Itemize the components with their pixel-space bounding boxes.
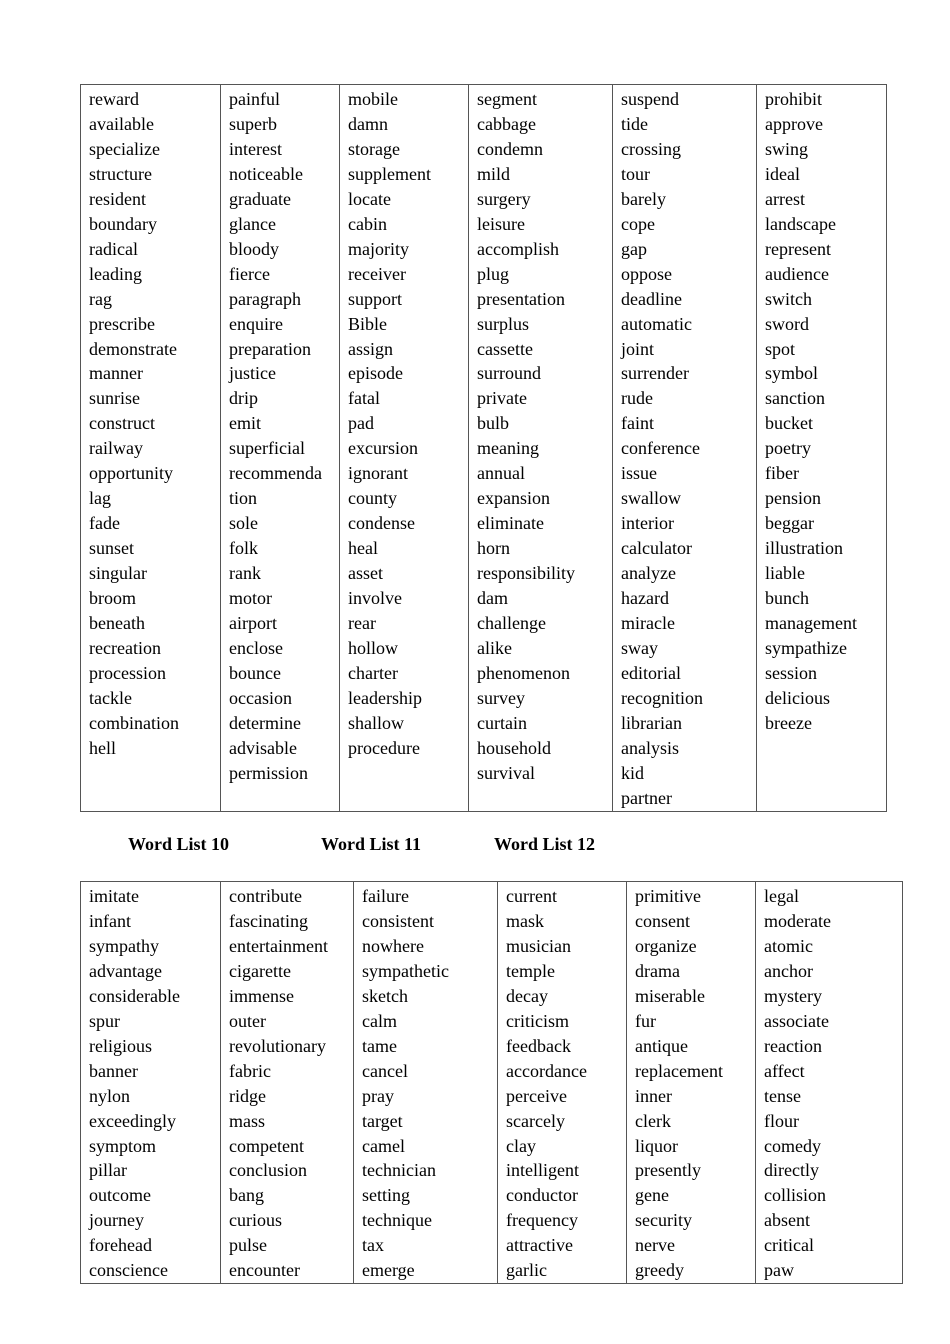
word-item: fade — [89, 513, 120, 534]
word-item: consent — [635, 910, 690, 931]
word-item: accordance — [506, 1060, 587, 1081]
word-item: exceedingly — [89, 1110, 176, 1131]
word-item: sword — [765, 313, 809, 334]
word-item: broom — [89, 588, 136, 609]
word-item: associate — [764, 1010, 829, 1031]
word-item: miracle — [621, 613, 675, 634]
word-item: conscience — [89, 1260, 168, 1281]
word-item: outer — [229, 1010, 266, 1031]
word-item: management — [765, 613, 857, 634]
word-item: forehead — [89, 1235, 152, 1256]
word-item: cabbage — [477, 113, 536, 134]
word-item: immense — [229, 985, 294, 1006]
word-item: hollow — [348, 637, 399, 658]
word-item: journey — [89, 1210, 144, 1231]
word-item: leading — [89, 263, 142, 284]
word-item: intelligent — [506, 1160, 579, 1181]
word-item: charter — [348, 662, 398, 683]
word-item: sympathy — [89, 935, 159, 956]
word-column — [757, 85, 887, 812]
word-item: fiber — [765, 463, 799, 484]
word-item: meaning — [477, 438, 539, 459]
word-item: editorial — [621, 662, 681, 683]
word-item: reward — [89, 89, 139, 109]
word-item: symbol — [765, 363, 819, 384]
word-item: swing — [765, 138, 809, 159]
word-item: beggar — [765, 513, 814, 534]
word-item: paragraph — [229, 288, 301, 309]
word-item: analyze — [621, 563, 676, 584]
word-item: pad — [348, 413, 374, 434]
word-item: rude — [621, 388, 653, 409]
word-item: storage — [348, 138, 400, 159]
heading-word-list-11: Word List 11 — [321, 834, 422, 854]
word-item: perceive — [506, 1085, 567, 1106]
word-item: poetry — [765, 438, 811, 459]
word-item: ignorant — [348, 463, 408, 484]
word-item: Bible — [348, 313, 387, 334]
word-item: interest — [229, 138, 282, 159]
word-item: prohibit — [765, 89, 822, 109]
word-item: attractive — [506, 1235, 573, 1256]
word-item: absent — [764, 1210, 810, 1231]
word-item: clay — [506, 1135, 536, 1156]
word-item: annual — [477, 463, 525, 484]
word-item: painful — [229, 89, 280, 109]
word-item: collision — [764, 1185, 826, 1206]
word-item: pulse — [229, 1235, 267, 1256]
word-item: permission — [229, 762, 308, 783]
word-item: sway — [621, 637, 658, 658]
word-item: tour — [621, 163, 650, 184]
word-item: curtain — [477, 712, 527, 733]
word-item: inner — [635, 1085, 672, 1106]
word-item: conference — [621, 438, 700, 459]
word-item: kid — [621, 762, 645, 783]
word-column — [221, 85, 340, 812]
word-item: airport — [229, 613, 277, 634]
word-column — [354, 882, 498, 1284]
word-item: pension — [765, 488, 821, 509]
word-item: swallow — [621, 488, 681, 509]
word-item: recognition — [621, 687, 703, 708]
word-item: asset — [348, 563, 383, 584]
word-item: audience — [765, 263, 829, 284]
word-item: cope — [621, 213, 655, 234]
word-item: barely — [621, 188, 666, 209]
word-item: support — [348, 288, 402, 309]
word-item: noticeable — [229, 163, 303, 184]
word-item: technique — [362, 1210, 432, 1231]
word-item: bang — [229, 1185, 264, 1206]
word-item: folk — [229, 538, 258, 559]
word-item: conductor — [506, 1185, 578, 1206]
word-item: tense — [764, 1085, 801, 1106]
word-item: feedback — [506, 1035, 571, 1056]
word-item: imitate — [89, 886, 139, 906]
word-item: majority — [348, 238, 409, 259]
word-item: expansion — [477, 488, 550, 509]
word-item: hazard — [621, 588, 669, 609]
word-item: rear — [348, 613, 376, 634]
word-item: survey — [477, 687, 525, 708]
word-item: suspend — [621, 89, 679, 109]
word-item: scarcely — [506, 1110, 565, 1131]
word-item: cigarette — [229, 960, 291, 981]
word-item: enquire — [229, 313, 283, 334]
word-item: superb — [229, 113, 277, 134]
word-item: procedure — [348, 737, 420, 758]
word-item: nylon — [89, 1085, 131, 1106]
word-item: fierce — [229, 263, 270, 284]
word-item: leisure — [477, 213, 525, 234]
word-item: heal — [348, 538, 378, 559]
word-item: mask — [506, 910, 544, 931]
word-item: gap — [621, 238, 647, 259]
word-item: partner — [621, 787, 672, 808]
word-item: entertainment — [229, 935, 328, 956]
word-item: enclose — [229, 637, 283, 658]
word-item: tion — [229, 488, 258, 509]
word-item: involve — [348, 588, 402, 609]
word-item: private — [477, 388, 527, 409]
word-item: sketch — [362, 985, 408, 1006]
word-item: conclusion — [229, 1160, 307, 1181]
word-item: recommenda — [229, 463, 322, 484]
word-item: excursion — [348, 438, 418, 459]
word-item: affect — [764, 1060, 805, 1081]
word-item: landscape — [765, 213, 836, 234]
heading-word-list-10: Word List 10 — [128, 834, 230, 854]
word-item: switch — [765, 288, 812, 309]
word-item: decay — [506, 985, 548, 1006]
word-item: pillar — [89, 1160, 127, 1181]
word-item: household — [477, 737, 551, 758]
word-column — [221, 882, 354, 1284]
word-item: sanction — [765, 388, 825, 409]
word-item: current — [506, 886, 557, 906]
word-item: organize — [635, 935, 697, 956]
word-item: occasion — [229, 687, 292, 708]
word-item: liquor — [635, 1135, 678, 1156]
word-list-headings — [0, 834, 950, 858]
heading-word-list-12: Word List 12 — [494, 834, 596, 854]
word-item: faint — [621, 413, 654, 434]
word-item: challenge — [477, 613, 546, 634]
word-item: assign — [348, 338, 393, 359]
word-item: legal — [764, 886, 799, 906]
word-item: illustration — [765, 538, 843, 559]
word-item: liable — [765, 563, 805, 584]
word-column — [627, 882, 756, 1284]
word-item: atomic — [764, 935, 813, 956]
word-item: preparation — [229, 338, 311, 359]
word-item: phenomenon — [477, 662, 570, 683]
word-item: radical — [89, 238, 138, 259]
word-item: banner — [89, 1060, 138, 1081]
word-item: determine — [229, 712, 301, 733]
word-item: bucket — [765, 413, 813, 434]
word-item: temple — [506, 960, 555, 981]
word-item: mass — [229, 1110, 265, 1131]
word-item: anchor — [764, 960, 813, 981]
word-item: combination — [89, 712, 179, 733]
word-item: symptom — [89, 1135, 157, 1156]
word-item: oppose — [621, 263, 672, 284]
word-item: hell — [89, 737, 116, 758]
word-item: session — [765, 662, 818, 683]
word-table-top — [80, 84, 887, 812]
word-column — [81, 85, 221, 812]
word-item: justice — [229, 363, 276, 384]
word-item: critical — [764, 1235, 814, 1256]
word-item: locate — [348, 188, 391, 209]
word-item: security — [635, 1210, 692, 1231]
word-item: encounter — [229, 1260, 300, 1281]
word-item: surround — [477, 363, 541, 384]
word-item: infant — [89, 910, 131, 931]
word-item: supplement — [348, 163, 431, 184]
word-item: county — [348, 488, 397, 509]
word-item: plug — [477, 263, 510, 284]
word-item: religious — [89, 1035, 152, 1056]
word-item: curious — [229, 1210, 282, 1231]
word-item: ideal — [765, 163, 800, 184]
word-item: arrest — [765, 188, 805, 209]
word-column — [340, 85, 469, 812]
word-item: cancel — [362, 1060, 408, 1081]
word-item: accomplish — [477, 238, 559, 259]
table-row — [81, 85, 887, 812]
word-item: breeze — [765, 712, 812, 733]
word-item: comedy — [764, 1135, 821, 1156]
word-item: graduate — [229, 188, 291, 209]
word-item: greedy — [635, 1260, 684, 1281]
word-item: directly — [764, 1160, 819, 1181]
word-item: tame — [362, 1035, 397, 1056]
word-item: motor — [229, 588, 272, 609]
word-item: sunset — [89, 538, 134, 559]
word-item: available — [89, 113, 154, 134]
table-row — [81, 882, 903, 1284]
word-item: rank — [229, 563, 261, 584]
word-item: sole — [229, 513, 258, 534]
word-item: ridge — [229, 1085, 266, 1106]
word-item: specialize — [89, 138, 160, 159]
word-item: librarian — [621, 712, 682, 733]
word-item: approve — [765, 113, 823, 134]
word-item: spur — [89, 1010, 120, 1031]
word-item: musician — [506, 935, 571, 956]
word-item: condense — [348, 513, 415, 534]
word-item: advantage — [89, 960, 162, 981]
word-item: horn — [477, 538, 510, 559]
word-item: garlic — [506, 1260, 547, 1281]
word-item: revolutionary — [229, 1035, 326, 1056]
word-item: mystery — [764, 985, 822, 1006]
word-item: tide — [621, 113, 648, 134]
word-item: bloody — [229, 238, 280, 259]
word-item: boundary — [89, 213, 157, 234]
word-item: fatal — [348, 388, 380, 409]
word-item: manner — [89, 363, 143, 384]
word-item: lag — [89, 488, 111, 509]
word-item: surplus — [477, 313, 530, 334]
word-item: pray — [362, 1085, 394, 1106]
word-item: dam — [477, 588, 508, 609]
word-item: fascinating — [229, 910, 308, 931]
word-item: crossing — [621, 138, 681, 159]
word-item: setting — [362, 1185, 410, 1206]
word-item: beneath — [89, 613, 145, 634]
word-item: fabric — [229, 1060, 271, 1081]
word-item: calm — [362, 1010, 397, 1031]
word-item: eliminate — [477, 513, 544, 534]
word-item: mobile — [348, 89, 398, 109]
word-item: calculator — [621, 538, 692, 559]
word-item: demonstrate — [89, 338, 177, 359]
word-item: surrender — [621, 363, 689, 384]
word-item: emerge — [362, 1260, 415, 1281]
word-item: miserable — [635, 985, 705, 1006]
word-item: nowhere — [362, 935, 424, 956]
word-column — [81, 882, 221, 1284]
word-item: presently — [635, 1160, 701, 1181]
word-item: reaction — [764, 1035, 822, 1056]
word-item: bulb — [477, 413, 510, 434]
word-item: mild — [477, 163, 511, 184]
word-item: interior — [621, 513, 674, 534]
word-item: bunch — [765, 588, 809, 609]
word-item: emit — [229, 413, 261, 434]
word-item: surgery — [477, 188, 531, 209]
word-item: cassette — [477, 338, 533, 359]
word-item: flour — [764, 1110, 799, 1131]
word-item: sunrise — [89, 388, 140, 409]
word-item: cabin — [348, 213, 387, 234]
word-column — [498, 882, 627, 1284]
word-item: joint — [621, 338, 655, 359]
word-item: frequency — [506, 1210, 578, 1231]
word-item: paw — [764, 1260, 794, 1281]
word-item: recreation — [89, 637, 161, 658]
word-item: tax — [362, 1235, 384, 1256]
word-item: segment — [477, 89, 537, 109]
word-item: automatic — [621, 313, 692, 334]
word-item: failure — [362, 886, 409, 906]
word-item: drip — [229, 388, 258, 409]
word-item: rag — [89, 288, 112, 309]
word-item: episode — [348, 363, 403, 384]
word-item: leadership — [348, 687, 422, 708]
word-item: condemn — [477, 138, 543, 159]
word-item: represent — [765, 238, 831, 259]
word-column — [613, 85, 757, 812]
word-item: sympathize — [765, 637, 847, 658]
word-item: issue — [621, 463, 657, 484]
word-item: procession — [89, 662, 166, 683]
word-item: railway — [89, 438, 143, 459]
word-item: antique — [635, 1035, 688, 1056]
word-item: sympathetic — [362, 960, 449, 981]
word-item: deadline — [621, 288, 682, 309]
word-item: criticism — [506, 1010, 569, 1031]
word-item: singular — [89, 563, 147, 584]
word-item: alike — [477, 637, 512, 658]
word-item: delicious — [765, 687, 830, 708]
word-item: gene — [635, 1185, 669, 1206]
word-item: receiver — [348, 263, 406, 284]
word-item: prescribe — [89, 313, 155, 334]
word-item: drama — [635, 960, 680, 981]
word-table-bottom — [80, 881, 903, 1284]
word-item: tackle — [89, 687, 132, 708]
word-item: resident — [89, 188, 146, 209]
word-item: presentation — [477, 288, 565, 309]
word-item: advisable — [229, 737, 297, 758]
word-item: competent — [229, 1135, 304, 1156]
word-item: contribute — [229, 886, 302, 906]
word-item: primitive — [635, 886, 701, 906]
word-item: outcome — [89, 1185, 151, 1206]
word-item: construct — [89, 413, 155, 434]
word-item: camel — [362, 1135, 405, 1156]
word-item: target — [362, 1110, 403, 1131]
word-item: spot — [765, 338, 796, 359]
word-item: responsibility — [477, 563, 575, 584]
word-item: considerable — [89, 985, 180, 1006]
word-item: glance — [229, 213, 276, 234]
word-item: survival — [477, 762, 535, 783]
word-item: opportunity — [89, 463, 173, 484]
word-item: bounce — [229, 662, 281, 683]
word-item: moderate — [764, 910, 831, 931]
word-item: replacement — [635, 1060, 723, 1081]
word-item: structure — [89, 163, 152, 184]
word-column — [469, 85, 613, 812]
word-item: analysis — [621, 737, 679, 758]
word-column — [756, 882, 903, 1284]
word-item: superficial — [229, 438, 305, 459]
word-item: damn — [348, 113, 388, 134]
word-item: consistent — [362, 910, 434, 931]
word-item: clerk — [635, 1110, 671, 1131]
word-item: nerve — [635, 1235, 675, 1256]
word-item: shallow — [348, 712, 404, 733]
word-item: technician — [362, 1160, 436, 1181]
word-item: fur — [635, 1010, 656, 1031]
